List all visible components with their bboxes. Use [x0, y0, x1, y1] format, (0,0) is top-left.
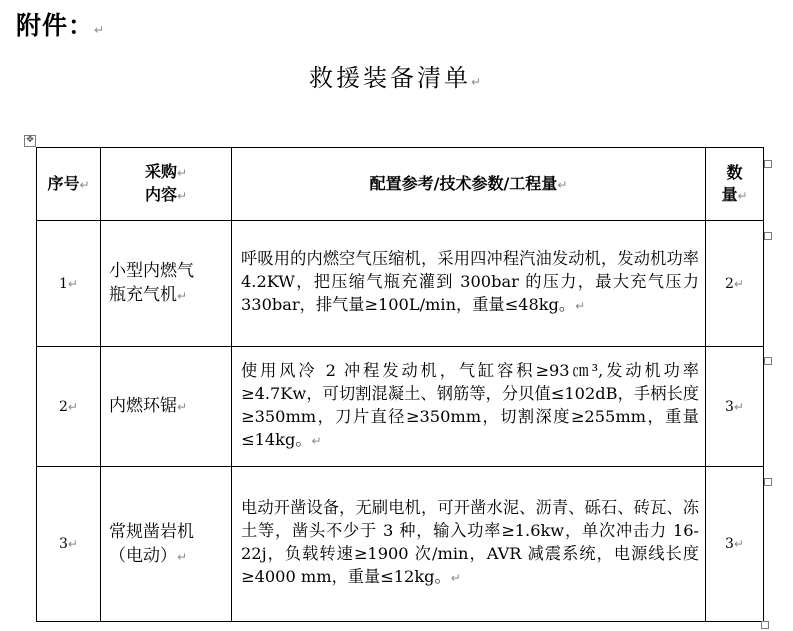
- equipment-table: [36, 147, 764, 622]
- row-end-mark-icon: [764, 357, 772, 365]
- paragraph-mark-icon: ↵: [470, 75, 485, 89]
- table-resize-handle-icon[interactable]: [761, 621, 769, 629]
- row-qty: 3↵: [706, 467, 764, 622]
- row-seq: 1↵: [37, 221, 101, 347]
- header-qty: 数 量↵: [706, 148, 764, 221]
- table-row: [37, 467, 764, 622]
- row-qty: 3↵: [706, 347, 764, 467]
- row-end-mark-icon: [764, 232, 772, 240]
- row-item-name: 内燃环锯↵: [101, 347, 232, 467]
- header-item: 采购↵ 内容↵: [101, 148, 232, 221]
- table-row: [37, 347, 764, 467]
- header-seq: 序号↵: [37, 148, 101, 221]
- row-end-mark-icon: [764, 160, 772, 168]
- table-row: [37, 221, 764, 347]
- row-seq: 3↵: [37, 467, 101, 622]
- paragraph-mark-icon: ↵: [94, 23, 106, 37]
- row-spec: 呼吸用的内燃空气压缩机，采用四冲程汽油发动机，发动机功率 4.2KW，把压缩气瓶充灌到 300bar 的压力，最大充气压力 330bar，排气量≥100L/min，重量≤48kg。↵: [232, 221, 706, 347]
- attachment-label: 附件：↵: [16, 11, 106, 40]
- row-spec: 电动开凿设备，无刷电机，可开凿水泥、沥青、砾石、砖瓦、冻土等，凿头不少于 3 种，输入功率≥1.6kw，单次冲击力 16-22j，负载转速≥1900 次/min，AVR 减震系统，电源线长度≥4000 mm，重量≤12kg。↵: [232, 467, 706, 622]
- header-spec: 配置参考/技术参数/工程量↵: [232, 148, 706, 221]
- row-spec: 使用风冷 2 冲程发动机，气缸容积≥93㎝³,发动机功率≥4.7Kw，可切割混凝土、钢筋等，分贝值≤102dB，手柄长度≥350mm，刀片直径≥350mm，切割深度≥255mm，重量≤14kg。↵: [232, 347, 706, 467]
- row-item-name: 常规凿岩机 （电动）↵: [101, 467, 232, 622]
- table-header-row: [37, 148, 764, 221]
- document-title: 救援装备清单↵: [308, 64, 485, 92]
- row-seq: 2↵: [37, 347, 101, 467]
- row-qty: 2↵: [706, 221, 764, 347]
- table-move-handle-icon[interactable]: ✥: [24, 135, 36, 147]
- row-end-mark-icon: [764, 478, 772, 486]
- row-item-name: 小型内燃气 瓶充气机↵: [101, 221, 232, 347]
